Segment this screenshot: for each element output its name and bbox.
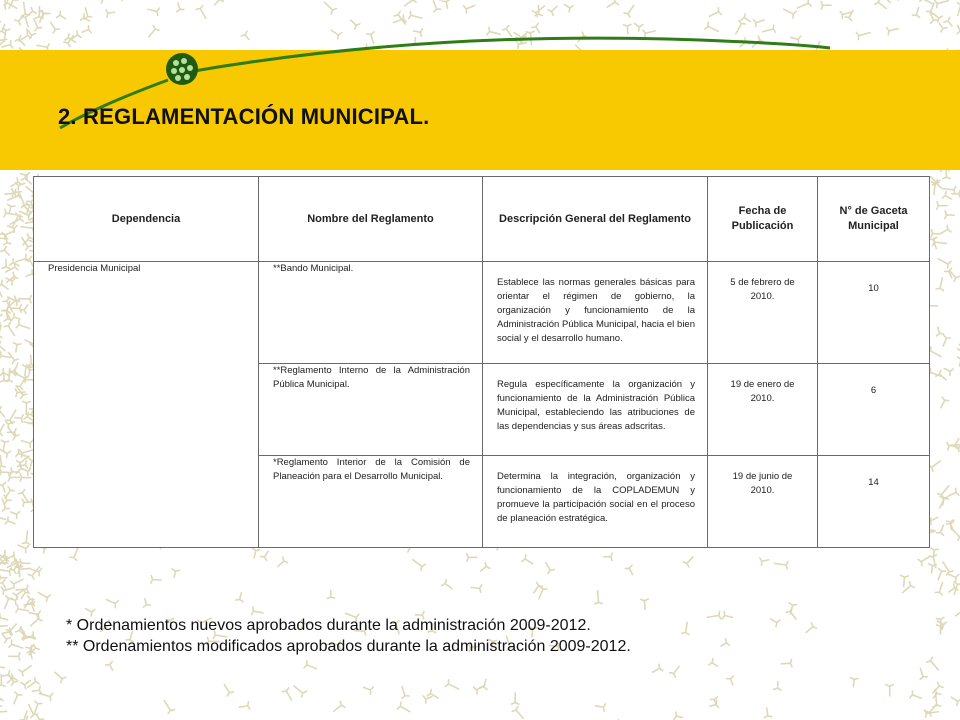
- gaceta-cell: 6: [818, 364, 930, 456]
- table-row: [34, 262, 930, 364]
- footnote-modified: ** Ordenamientos modificados aprobados durante la administración 2009-2012.: [66, 638, 631, 655]
- page-title: 2. REGLAMENTACIÓN MUNICIPAL.: [58, 104, 430, 129]
- descripcion-cell: Regula específicamente la organización y funcionamiento de la Administración Pública Municipal, estableciendo las atribuciones de las dependencias y sus áreas adscritas.: [483, 364, 708, 456]
- footnote-new: * Ordenamientos nuevos aprobados durante la administración 2009-2012.: [66, 617, 591, 634]
- header-descripcion: Descripción General del Reglamento: [483, 177, 708, 262]
- fecha-cell: 19 de enero de 2010.: [708, 364, 818, 456]
- dependencia-cell: Presidencia Municipal: [34, 262, 259, 548]
- logo-icon: [166, 53, 198, 85]
- header-nombre: Nombre del Reglamento: [259, 177, 483, 262]
- gaceta-cell: 14: [818, 456, 930, 548]
- footnotes: [66, 615, 631, 657]
- header-fecha: Fecha de Publicación: [708, 177, 818, 262]
- regulations-table: [33, 176, 930, 548]
- gaceta-cell: 10: [818, 262, 930, 364]
- table-header-row: [34, 177, 930, 262]
- nombre-cell: *Reglamento Interior de la Comisión de Planeación para el Desarrollo Municipal.: [259, 456, 483, 548]
- nombre-cell: **Bando Municipal.: [259, 262, 483, 364]
- nombre-cell: **Reglamento Interno de la Administración Pública Municipal.: [259, 364, 483, 456]
- header-dependencia: Dependencia: [34, 177, 259, 262]
- descripcion-cell: Determina la integración, organización y funcionamiento de la COPLADEMUN y promueve la participación social en el proceso de planeación estratégica.: [483, 456, 708, 548]
- header-gaceta: N° de Gaceta Municipal: [818, 177, 930, 262]
- fecha-cell: 5 de febrero de 2010.: [708, 262, 818, 364]
- fecha-cell: 19 de junio de 2010.: [708, 456, 818, 548]
- descripcion-cell: Establece las normas generales básicas para orientar el régimen de gobierno, la organización y funcionamiento de la Administración Pública Municipal, hacia el bien social y el desarrollo humano.: [483, 262, 708, 364]
